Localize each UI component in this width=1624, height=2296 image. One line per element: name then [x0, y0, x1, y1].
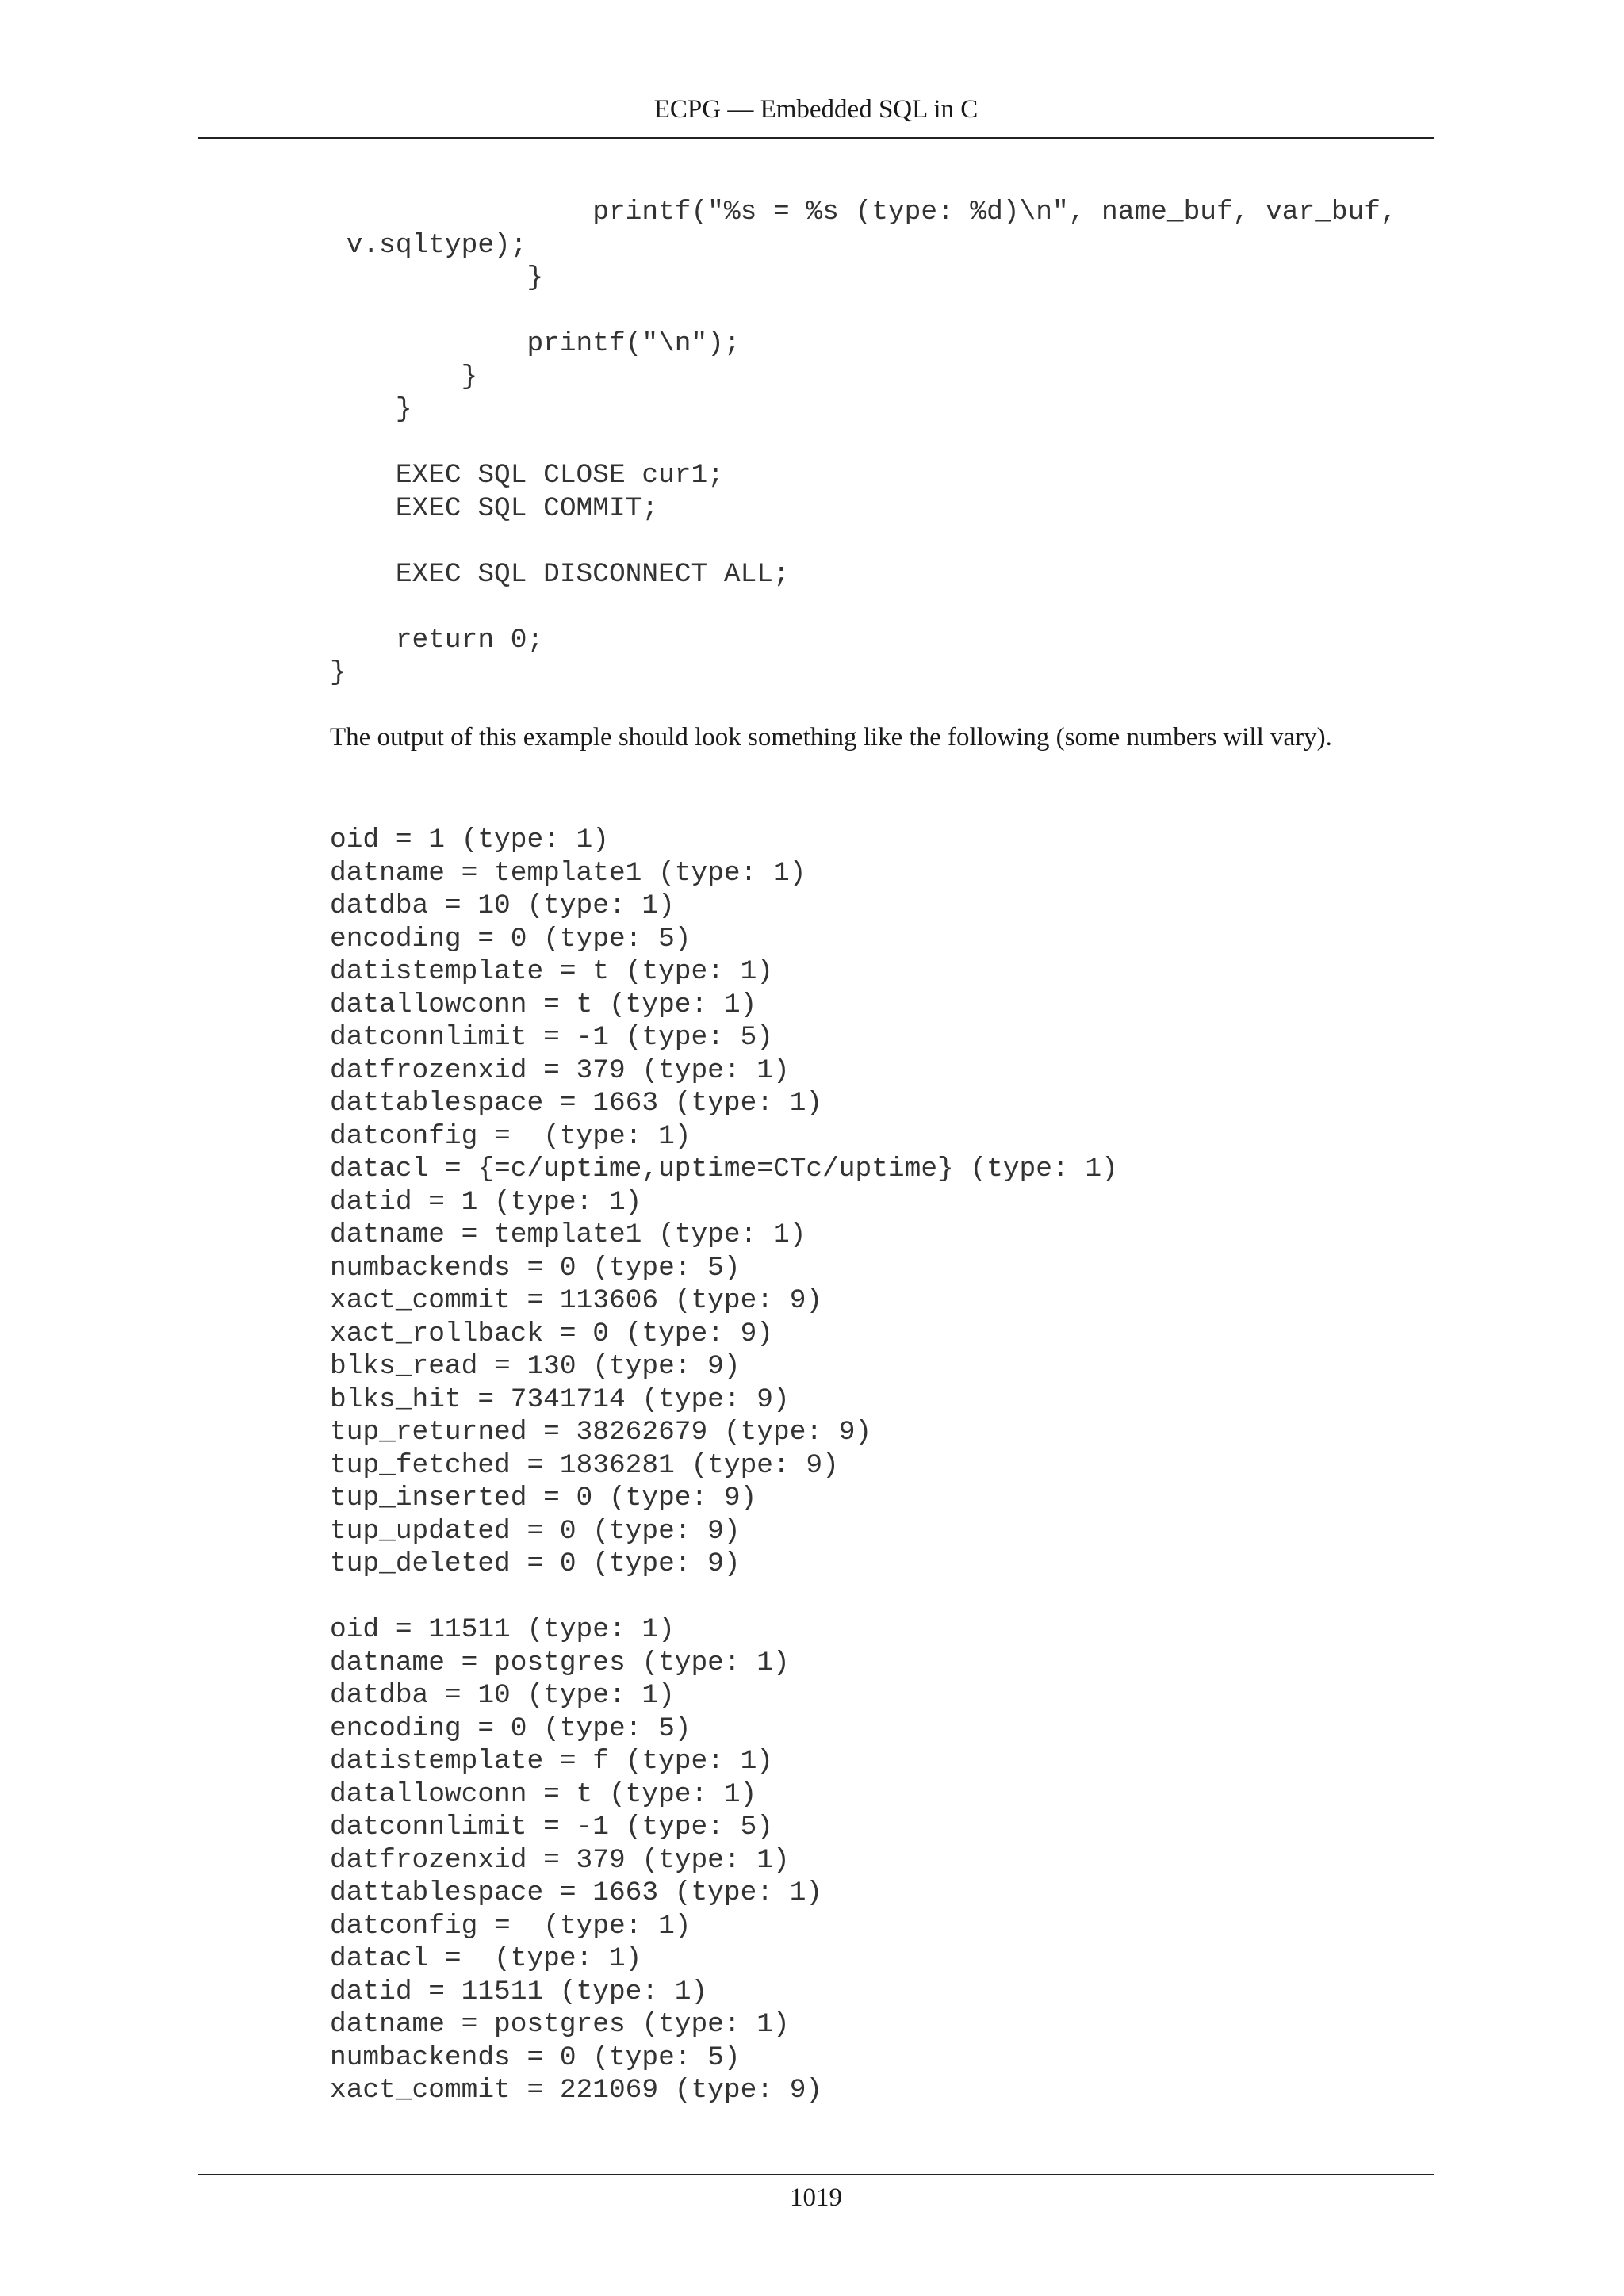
output-line: tup_updated = 0 (type: 9) [330, 1515, 741, 1547]
output-line: datistemplate = f (type: 1) [330, 1746, 773, 1777]
output-line: datfrozenxid = 379 (type: 1) [330, 1844, 790, 1876]
output-line: datdba = 10 (type: 1) [330, 1680, 675, 1711]
output-line: tup_fetched = 1836281 (type: 9) [330, 1449, 839, 1481]
output-line: encoding = 0 (type: 5) [330, 1712, 691, 1744]
output-line: datconnlimit = -1 (type: 5) [330, 1022, 773, 1053]
output-line: datacl = (type: 1) [330, 1943, 642, 1974]
output-line: numbackends = 0 (type: 5) [330, 1252, 741, 1284]
code-line [330, 427, 1397, 460]
code-line: return 0; [330, 624, 544, 656]
output-line: datconfig = (type: 1) [330, 1910, 691, 1942]
code-line: } [330, 262, 544, 293]
code-line: printf("%s = %s (type: %d)\n", name_buf, var_buf, [330, 197, 1397, 228]
output-line: dattablespace = 1663 (type: 1) [330, 1088, 823, 1119]
output-line: oid = 1 (type: 1) [330, 825, 609, 855]
output-line: datdba = 10 (type: 1) [330, 890, 675, 921]
output-line: datname = postgres (type: 1) [330, 2009, 790, 2040]
output-line: datallowconn = t (type: 1) [330, 989, 757, 1020]
output-line: xact_rollback = 0 (type: 9) [330, 1318, 773, 1349]
example-output-listing [330, 824, 1118, 2107]
running-header: ECPG — Embedded SQL in C [653, 95, 979, 124]
page-number: 1019 [790, 2183, 842, 2212]
output-line: datid = 1 (type: 1) [330, 1186, 642, 1218]
code-line: EXEC SQL COMMIT; [330, 492, 659, 524]
header-rule [198, 137, 1434, 139]
code-line [330, 295, 1397, 328]
code-line: EXEC SQL CLOSE cur1; [330, 460, 724, 491]
code-line: } [330, 657, 347, 688]
output-line: blks_hit = 7341714 (type: 9) [330, 1383, 790, 1415]
output-line: datname = template1 (type: 1) [330, 1219, 806, 1250]
output-line: dattablespace = 1663 (type: 1) [330, 1877, 823, 1908]
code-listing [330, 196, 1397, 690]
output-line: datconnlimit = -1 (type: 5) [330, 1812, 773, 1843]
output-line: datfrozenxid = 379 (type: 1) [330, 1054, 790, 1086]
footer-rule [198, 2174, 1434, 2175]
code-line: printf("\n"); [330, 328, 741, 359]
output-line: blks_read = 130 (type: 9) [330, 1351, 741, 1382]
output-line: xact_commit = 221069 (type: 9) [330, 2075, 823, 2106]
output-line: tup_deleted = 0 (type: 9) [330, 1548, 741, 1579]
output-line: datistemplate = t (type: 1) [330, 956, 773, 987]
output-line: oid = 11511 (type: 1) [330, 1614, 675, 1645]
code-line: v.sqltype); [330, 229, 527, 261]
output-line: tup_inserted = 0 (type: 9) [330, 1483, 757, 1513]
output-line: datallowconn = t (type: 1) [330, 1778, 757, 1810]
output-line: datname = template1 (type: 1) [330, 857, 806, 889]
output-description: The output of this example should look something like the following (some numbers will vary). [330, 723, 1332, 752]
code-line: EXEC SQL DISCONNECT ALL; [330, 558, 790, 590]
output-line: datid = 11511 (type: 1) [330, 1976, 708, 2007]
output-line: datname = postgres (type: 1) [330, 1647, 790, 1678]
output-line: numbackends = 0 (type: 5) [330, 2042, 741, 2073]
code-line: } [330, 394, 412, 425]
output-line: xact_commit = 113606 (type: 9) [330, 1285, 823, 1316]
output-line [330, 1581, 1118, 1614]
output-line: tup_returned = 38262679 (type: 9) [330, 1417, 872, 1448]
output-line: encoding = 0 (type: 5) [330, 923, 691, 955]
code-line [330, 525, 1397, 558]
output-line: datacl = {=c/uptime,uptime=CTc/uptime} (type: 1) [330, 1154, 1118, 1184]
code-line: } [330, 361, 478, 392]
code-line [330, 591, 1397, 624]
output-line: datconfig = (type: 1) [330, 1120, 691, 1152]
